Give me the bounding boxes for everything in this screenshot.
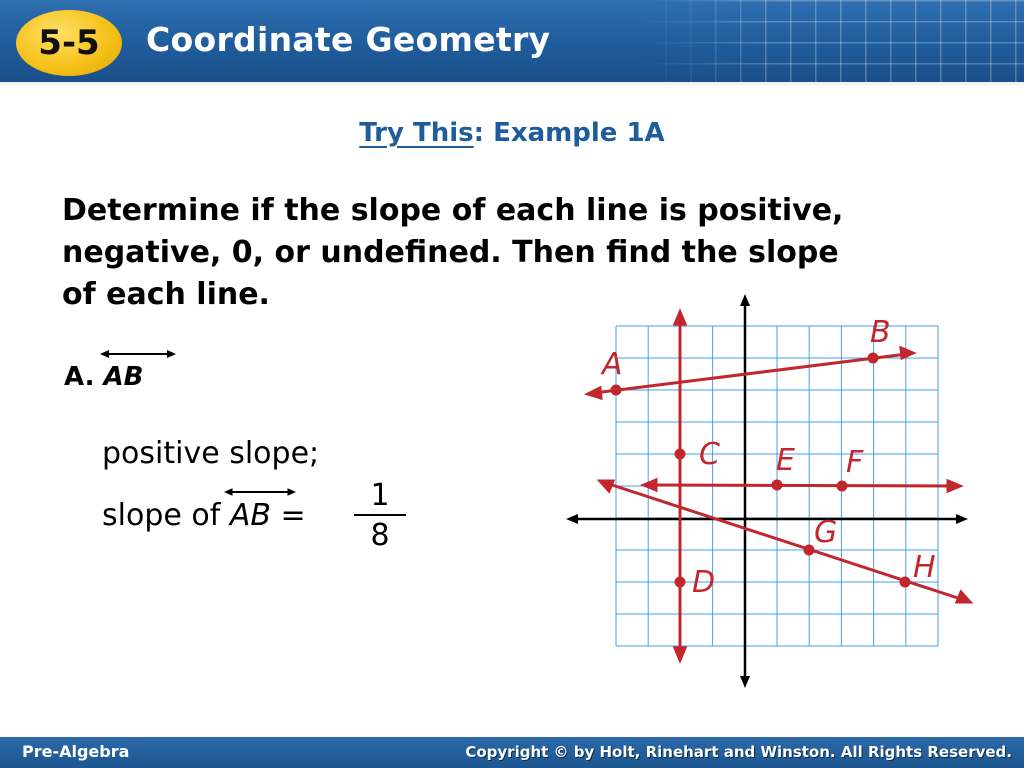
slope-fraction	[354, 478, 406, 554]
lesson-title: Coordinate Geometry	[146, 20, 551, 59]
try-this-link[interactable]: Try This	[359, 118, 474, 148]
line-ef	[650, 485, 954, 486]
fraction-numerator: 1	[370, 478, 390, 513]
point-g-label: G	[814, 515, 838, 550]
point-h-label: H	[913, 550, 936, 585]
line-ab	[594, 354, 907, 393]
equals-sign: =	[280, 498, 306, 533]
line-ab-name	[230, 498, 281, 533]
line-ab-name	[104, 362, 144, 392]
point-a-label: A	[602, 347, 623, 382]
fraction-denominator: 8	[370, 517, 390, 553]
lesson-number-badge: 5-5	[16, 10, 122, 76]
line-gh-arrow-icon	[957, 592, 970, 602]
coordinate-graph	[560, 290, 980, 690]
x-axis-arrow-icon	[566, 514, 578, 524]
example-heading-text: : Example 1A	[473, 118, 665, 148]
slope-prefix: slope of	[102, 498, 221, 533]
slope-value-answer	[102, 498, 306, 533]
copyright-notice: Copyright © by Holt, Rinehart and Winston. All Rights Reserved.	[465, 743, 1012, 761]
point-c	[675, 449, 686, 460]
line-ab-arrow-icon	[901, 348, 913, 358]
point-f	[837, 481, 848, 492]
point-d-label: D	[692, 565, 716, 600]
line-cd-arrow-icon	[675, 312, 685, 324]
point-b-label: B	[870, 315, 891, 350]
point-f-label: F	[846, 445, 864, 480]
line-ab-text: AB	[103, 362, 144, 392]
header-tile-pattern	[640, 0, 1024, 82]
part-a-label	[64, 362, 144, 392]
point-e	[772, 480, 783, 491]
line-arrow-icon	[224, 486, 296, 498]
problem-line: of each line.	[62, 277, 270, 312]
line-arrow-icon	[100, 348, 176, 360]
line-ab-arrow-icon	[588, 388, 601, 398]
line-ab-text: AB	[229, 498, 271, 533]
part-a-prefix: A.	[64, 362, 95, 392]
point-a	[611, 385, 622, 396]
x-axis-arrow-icon	[956, 514, 968, 524]
point-e-label: E	[776, 443, 795, 478]
line-gh-arrow-icon	[600, 481, 613, 491]
line-ef-arrow-icon	[948, 481, 960, 491]
point-h	[900, 577, 911, 588]
point-c-label: C	[699, 437, 720, 472]
problem-line: Determine if the slope of each line is positive,	[62, 193, 844, 228]
point-g	[804, 545, 815, 556]
title-bar	[0, 0, 1024, 82]
course-name: Pre-Algebra	[22, 742, 130, 761]
example-heading	[0, 118, 1024, 148]
point-d	[675, 577, 686, 588]
point-b	[868, 353, 879, 364]
line-ef-arrow-icon	[644, 480, 656, 490]
footer-bar	[0, 737, 1024, 768]
header-divider	[0, 82, 1024, 85]
y-axis-arrow-icon	[740, 294, 750, 306]
problem-line: negative, 0, or undefined. Then find the slope	[62, 235, 839, 270]
slope-sign-answer: positive slope;	[102, 436, 320, 471]
line-cd-arrow-icon	[675, 648, 685, 660]
y-axis-arrow-icon	[740, 676, 750, 688]
